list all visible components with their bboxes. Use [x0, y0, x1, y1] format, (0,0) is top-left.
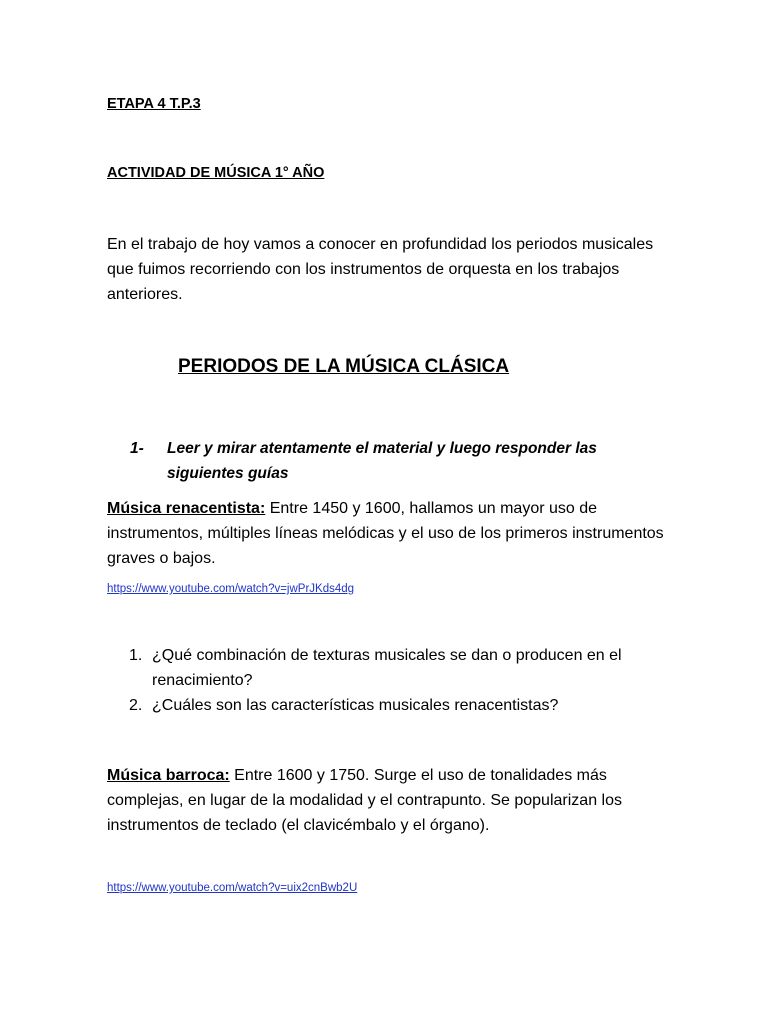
intro-paragraph: En el trabajo de hoy vamos a conocer en profundidad los periodos musicales que fuimos recorriendo con los instrumentos de orquesta en los trabajos anteriores. — [107, 236, 654, 303]
main-title: PERIODOS DE LA MÚSICA CLÁSICA — [178, 356, 510, 377]
baroque-label: Música barroca: — [107, 767, 230, 784]
renaissance-text: Entre 1450 y 1600, hallamos un mayor uso de instrumentos, múltiples líneas melódicas y el uso de los primeros instrumentos graves o bajos. — [107, 500, 664, 567]
baroque-paragraph — [107, 763, 682, 838]
baroque-text: Entre 1600 y 1750. Surge el uso de tonalidades más complejas, en lugar de la modalidad y el contrapunto. Se popularizan los instrumentos de teclado (el clavicémbalo y el órgano). — [107, 767, 622, 834]
question-item — [107, 643, 667, 693]
renaissance-label: Música renacentista: — [107, 500, 266, 517]
instruction-item — [130, 436, 650, 486]
baroque-video-link[interactable]: https://www.youtube.com/watch?v=uix2cnBwb2U — [107, 882, 358, 894]
renaissance-paragraph — [107, 496, 677, 571]
question-text: ¿Qué combinación de texturas musicales se dan o producen en el renacimiento? — [152, 647, 622, 689]
question-text: ¿Cuáles son las características musicales renacentistas? — [152, 697, 559, 714]
activity-heading: ACTIVIDAD DE MÚSICA 1° AÑO — [107, 165, 325, 181]
question-number: 1. — [129, 647, 143, 664]
instruction-number: 1- — [130, 440, 144, 457]
question-list — [107, 643, 667, 718]
stage-heading: ETAPA 4 T.P.3 — [107, 96, 201, 112]
renaissance-video-link[interactable]: https://www.youtube.com/watch?v=jwPrJKds4dg — [107, 583, 355, 595]
question-number: 2. — [129, 697, 143, 714]
instruction-text: Leer y mirar atentamente el material y luego responder las siguientes guías — [167, 440, 597, 482]
question-item — [107, 693, 667, 718]
